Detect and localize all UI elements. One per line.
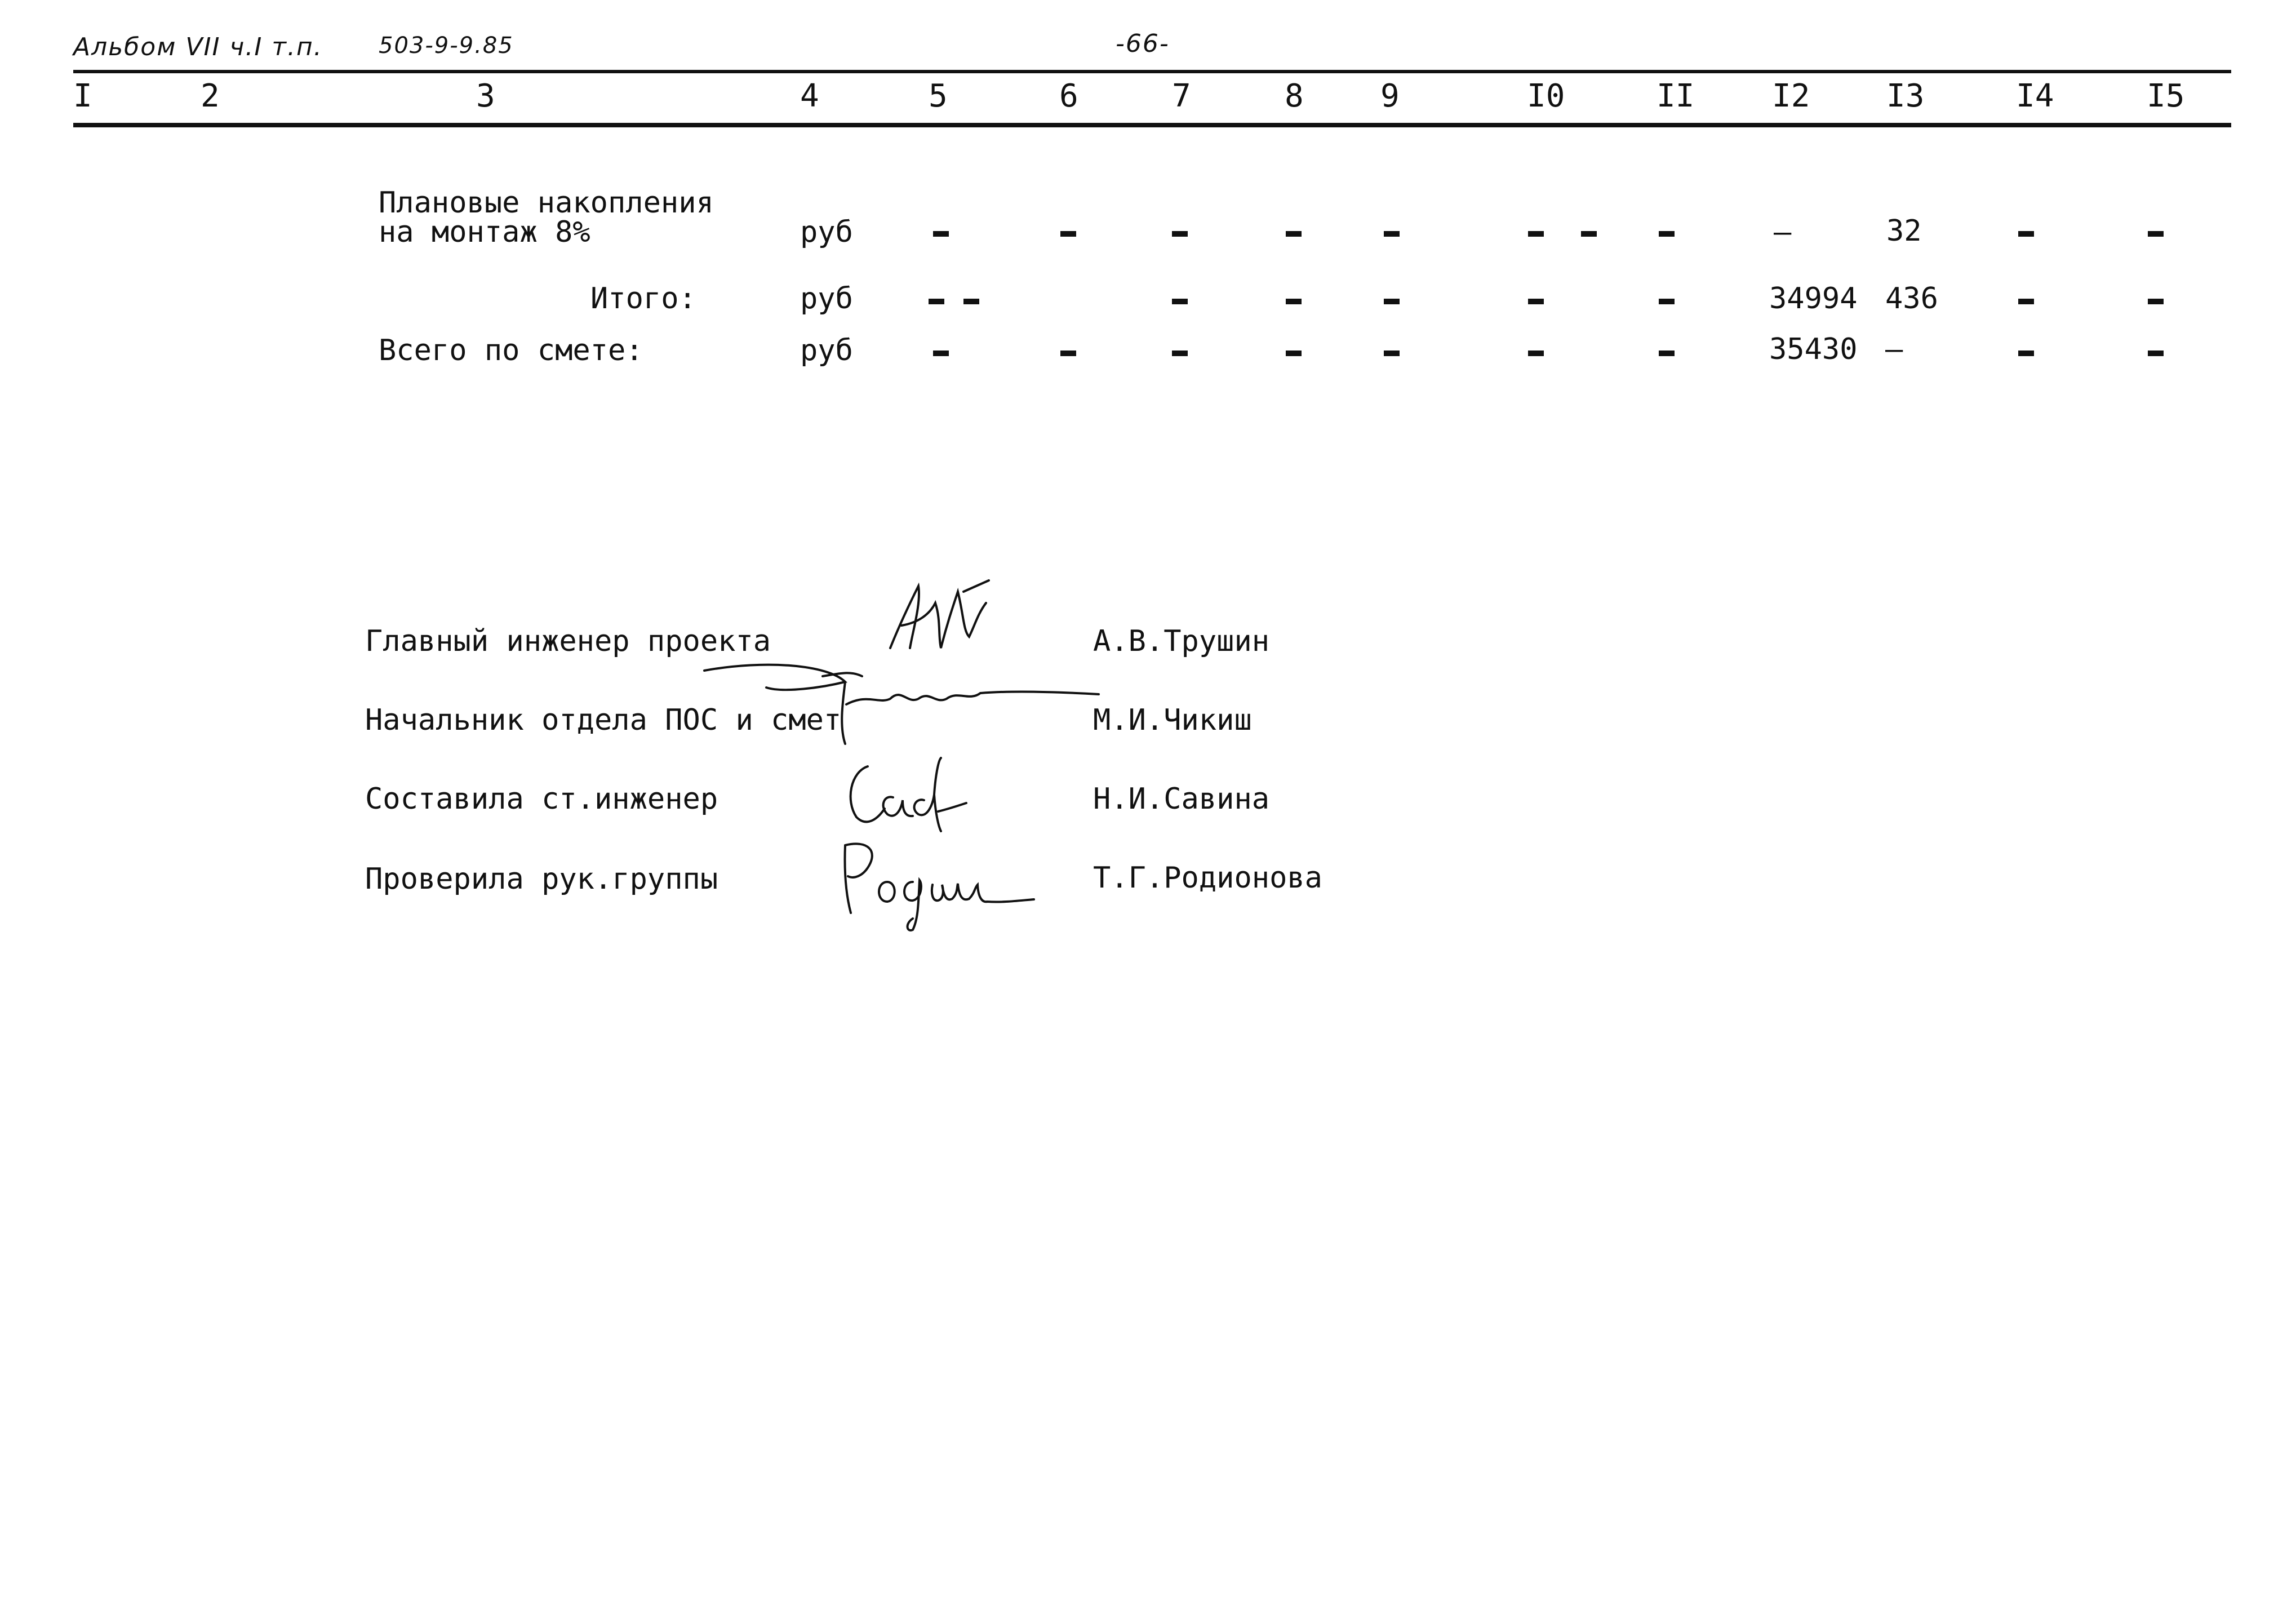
row-unit: руб bbox=[800, 215, 853, 249]
signature-role: Главный инженер проекта bbox=[365, 624, 771, 658]
empty-cell-dash bbox=[1659, 299, 1675, 304]
empty-cell-dash bbox=[1060, 351, 1076, 356]
project-number: 503-9-9.85 bbox=[379, 33, 514, 59]
empty-cell-dash bbox=[1528, 231, 1544, 237]
cell-col13: – bbox=[1885, 332, 1903, 366]
signature-name: Т.Г.Родионова bbox=[1093, 861, 1322, 895]
row-unit: руб bbox=[800, 334, 853, 367]
empty-cell-dash bbox=[2148, 231, 2164, 237]
column-header: II bbox=[1657, 78, 1695, 114]
cell-col13: 436 bbox=[1885, 282, 1938, 316]
column-header: 8 bbox=[1285, 78, 1304, 114]
empty-cell-dash bbox=[933, 231, 949, 237]
row-label: Итого: bbox=[590, 282, 696, 316]
column-header: I0 bbox=[1527, 78, 1565, 114]
column-header: I4 bbox=[2016, 78, 2054, 114]
signature-mark-checker bbox=[834, 828, 1037, 935]
empty-cell-dash bbox=[1659, 351, 1675, 356]
signature-role: Начальник отдела ПОС и смет bbox=[365, 703, 842, 737]
row-label-line2: на монтаж 8% bbox=[379, 215, 590, 249]
signature-mark-compiler bbox=[840, 755, 969, 834]
empty-cell-dash bbox=[2018, 299, 2034, 304]
row-label: Всего по смете: bbox=[379, 334, 643, 367]
album-reference: Альбом VII ч.I т.п. bbox=[73, 33, 323, 61]
empty-cell-dash bbox=[2018, 351, 2034, 356]
empty-cell-dash bbox=[1384, 351, 1400, 356]
row-unit: руб bbox=[800, 282, 853, 316]
page-number: -66- bbox=[1116, 29, 1170, 58]
signature-name: М.И.Чикиш bbox=[1093, 703, 1252, 737]
header-top-rule bbox=[73, 70, 2231, 73]
signature-role: Проверила рук.группы bbox=[365, 862, 718, 896]
empty-cell-dash bbox=[1528, 299, 1544, 304]
row-label-line1: Плановые накопления bbox=[379, 186, 714, 220]
empty-cell-dash bbox=[1286, 351, 1302, 356]
empty-cell-dash bbox=[1384, 231, 1400, 237]
empty-cell-dash bbox=[1659, 231, 1675, 237]
signature-name: Н.И.Савина bbox=[1093, 782, 1270, 816]
empty-cell-dash bbox=[1581, 231, 1597, 237]
empty-cell-dash bbox=[2018, 231, 2034, 237]
column-header: 7 bbox=[1172, 78, 1191, 114]
column-header: I bbox=[73, 78, 92, 114]
empty-cell-dash bbox=[1172, 351, 1188, 356]
cell-col12: – bbox=[1774, 215, 1792, 249]
column-header: 9 bbox=[1380, 78, 1400, 114]
empty-cell-dash bbox=[1384, 299, 1400, 304]
empty-cell-dash bbox=[963, 299, 979, 304]
column-header: 6 bbox=[1059, 78, 1078, 114]
header-bottom-rule bbox=[73, 123, 2231, 127]
empty-cell-dash bbox=[929, 299, 944, 304]
column-header: I2 bbox=[1772, 78, 1810, 114]
empty-cell-dash bbox=[1286, 231, 1302, 237]
empty-cell-dash bbox=[1172, 231, 1188, 237]
signature-mark-chief-engineer bbox=[879, 569, 1003, 665]
empty-cell-dash bbox=[2148, 351, 2164, 356]
empty-cell-dash bbox=[2148, 299, 2164, 304]
cell-col12: 34994 bbox=[1769, 282, 1858, 316]
empty-cell-dash bbox=[933, 351, 949, 356]
signature-name: А.В.Трушин bbox=[1093, 624, 1270, 658]
column-header: I3 bbox=[1886, 78, 1925, 114]
column-header: 5 bbox=[929, 78, 948, 114]
empty-cell-dash bbox=[1528, 351, 1544, 356]
empty-cell-dash bbox=[1172, 299, 1188, 304]
empty-cell-dash bbox=[1060, 231, 1076, 237]
signature-role: Составила ст.инженер bbox=[365, 782, 718, 816]
empty-cell-dash bbox=[1286, 299, 1302, 304]
cell-col13: 32 bbox=[1886, 214, 1922, 248]
column-header: 4 bbox=[800, 78, 819, 114]
column-header: I5 bbox=[2147, 78, 2185, 114]
column-header: 3 bbox=[476, 78, 495, 114]
signature-mark-department-head bbox=[699, 659, 1104, 755]
column-header: 2 bbox=[201, 78, 220, 114]
cell-col12: 35430 bbox=[1769, 332, 1858, 366]
